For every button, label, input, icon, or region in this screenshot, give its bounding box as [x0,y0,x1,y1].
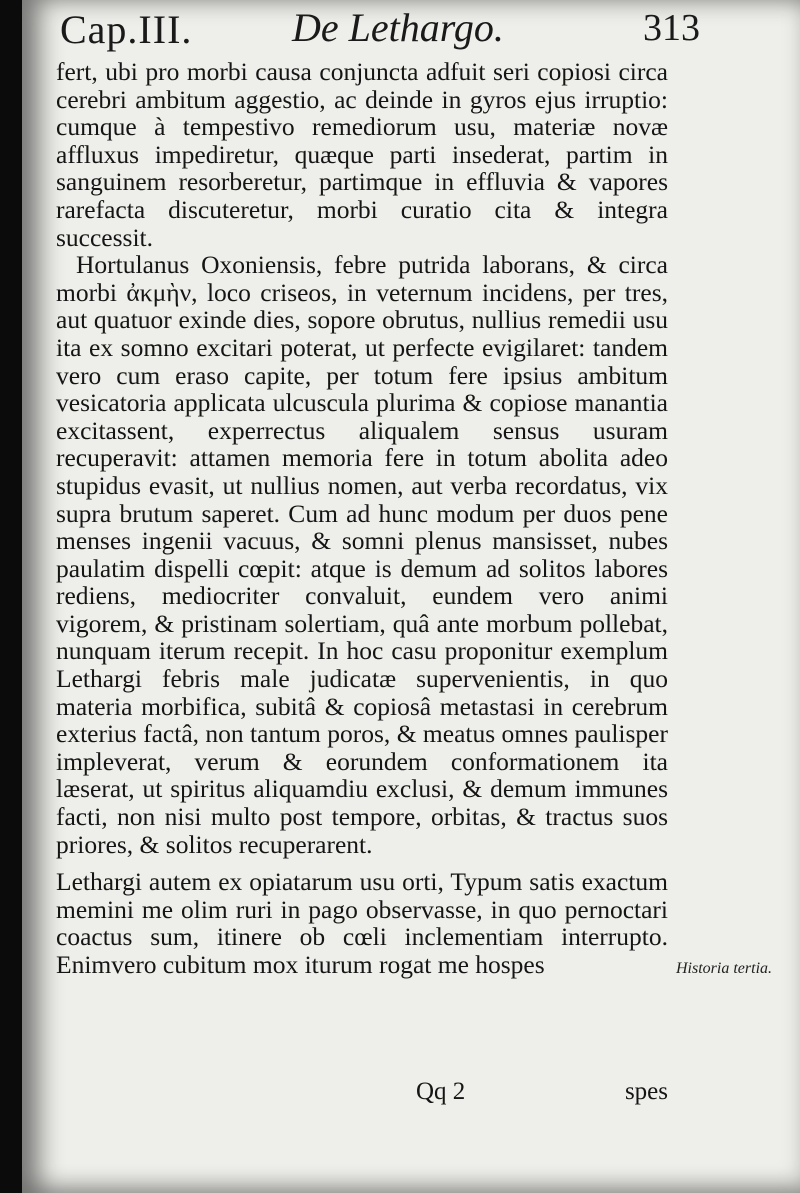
signature-mark: Qq 2 [416,1078,466,1105]
chapter-heading: Cap.III. [60,7,193,52]
paragraph: Lethargi autem ex opiatarum usu orti, Typum satis exactum memini me olim ruri in pago observasse, in quo pernoctari coactus sum, itinere ob cœli inclementiam interrupto. Enimvero cubitum mox iturum rogat me hospes [56,867,668,979]
page-footer [56,1078,668,1110]
book-page [22,0,800,1193]
text-body [56,58,668,979]
running-title: De Lethargo. [292,5,504,50]
running-head [60,4,700,54]
paragraph: Hortulanus Oxoniensis, febre putrida laborans, & circa morbi ἀκμὴν, loco criseos, in veternum incidens, per tres, aut quatuor exinde dies, sopore obrutus, nullius remedii usu ita ex somno excitari poterat, ut perfecte evigilaret: tandem vero cum eraso capite, per totum fere ipsius ambitum vesicatoria applicata ulcuscula plurima & copiose manantia excitassent, experrectus aliqualem sensus usuram recuperavit: attamen memoria fere in totum abolita adeo stupidus evasit, ut nullius nomen, aut verba recordatus, vix supra brutum saperet. Cum ad hunc modum per duos pene menses ingenii vacuus, & somni plenus mansisset, nubes paulatim dispelli cœpit: atque is demum ad solitos labores rediens, mediocriter convaluit, eundem vero animi vigorem, & pristinam solertiam, quâ ante morbum pollebat, nunquam iterum recepit. In hoc casu proponitur exemplum Lethargi febris male judicatæ supervenientis, in quo materia morbifica, subitâ & copiosâ metastasi in cerebrum exterius factâ, non tantum poros, & meatus omnes paulisper impleverat, verum & eorundem conformationem ita læserat, ut spiritus aliquamdiu exclusi, & demum immunes facti, non nisi multo post tempore, orbitas, & tractus suos priores, & solitos recuperarent. [56,250,668,859]
catchword: spes [624,1078,668,1105]
paragraph: fert, ubi pro morbi causa conjuncta adfuit seri copiosi circa cerebri ambitum aggestio, ac deinde in gyros ejus irruptio: cumque à tempestivo remediorum usu, materiæ novæ affluxus impediretur, quæque parti insederat, partim in sanguinem resorberetur, partimque in effluvia & vapores rarefacta discuteretur, morbi curatio cita & integra successit. [56,57,668,252]
marginal-note: Historia tertia. [676,960,773,977]
page-number: 313 [643,7,700,49]
